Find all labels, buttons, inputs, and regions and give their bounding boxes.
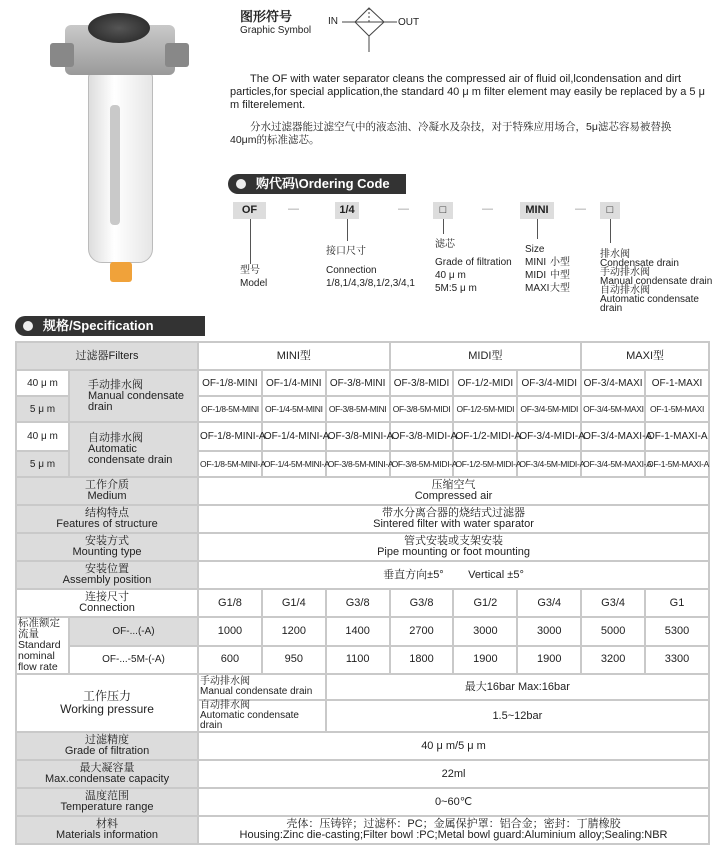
flow-cn: 标准额定流量 [18, 617, 60, 640]
condensate-label [16, 760, 198, 788]
pressure-label [16, 674, 198, 732]
filter-symbol-icon [340, 4, 398, 54]
materials-value-cn: 壳体：压铸锌；过滤杯：PC；金属保护罩：铝合金；密封：丁腈橡胶 [286, 818, 621, 830]
drain-manual-cn: 手动排水阀 [600, 267, 650, 278]
drain-manual-en: Manual condensate drain [600, 276, 713, 287]
mounting-label [16, 533, 198, 561]
model-cell: OF-1/4-MINI [262, 370, 326, 396]
size-row [525, 256, 570, 269]
code-model: OF [233, 202, 266, 219]
pressure-auto-cn: 自动排水阀 [200, 700, 251, 711]
filter-bowl [88, 73, 153, 263]
table-row [16, 788, 709, 816]
model-label-cn: 型号 [240, 265, 260, 276]
medium-value-en: Compressed air [414, 490, 493, 502]
connection-value: G3/4 [517, 589, 581, 617]
model-cell: OF-3/8-MIDI [390, 370, 454, 396]
connection-value: G1/4 [262, 589, 326, 617]
flow-value: 1800 [390, 646, 454, 675]
materials-value-en: Housing:Zinc die-casting;Filter bowl :PC;Metal bowl guard:Aluminium alloy;Sealing:NBR [239, 829, 668, 841]
filtration-label-en: Grade of filtration [435, 257, 512, 268]
filter-cap [88, 13, 150, 43]
medium-value-cn: 压缩空气 [431, 479, 476, 491]
table-row [16, 505, 709, 533]
model-cell: OF-1/8-5M-MINI-A [198, 451, 262, 477]
manual-drain-label [69, 370, 198, 422]
code-connection: 1/4 [335, 202, 359, 219]
model-cell: OF-1-5M-MAXI-A [645, 451, 709, 477]
pressure-manual-cn: 手动排水阀 [200, 676, 251, 687]
model-cell: OF-3/8-MINI [326, 370, 390, 396]
model-cell: OF-3/8-5M-MINI [326, 396, 390, 422]
filtration-label [16, 732, 198, 760]
mounting-en: Mounting type [72, 546, 142, 558]
connection-en: Connection [79, 602, 135, 614]
assembly-cn: 安装位置 [85, 563, 129, 575]
grade-40: 40 μ m [16, 422, 69, 451]
size-cn: 小型 [550, 257, 570, 268]
connection-value: G1 [645, 589, 709, 617]
flow-value: 5000 [581, 617, 645, 646]
model-cell: OF-3/4-5M-MAXI-A [581, 451, 645, 477]
condensate-value: 22ml [198, 760, 709, 788]
filtration-cn: 过滤精度 [85, 734, 129, 746]
grade-5: 5 μ m [16, 451, 69, 477]
model-cell: OF-3/4-5M-MAXI [581, 396, 645, 422]
model-cell: OF-3/4-MIDI [517, 370, 581, 396]
description-en: The OF with water separator cleans the compressed air of fluid oil,lcondensation and dirt particles,for special application,the standard 40 μ m filter element may easily be replaced by a 5 μ m filterelement. [230, 73, 705, 111]
model-label-en: Model [240, 278, 268, 289]
flow-value: 5300 [645, 617, 709, 646]
connection-value: G1/2 [453, 589, 517, 617]
size-row [525, 269, 570, 282]
table-row [16, 477, 709, 505]
connection-label [326, 245, 415, 290]
table-row [16, 816, 709, 844]
flow-row-label: OF-...-5M-(-A) [69, 646, 198, 675]
leader-line [250, 219, 251, 264]
product-image [10, 5, 210, 290]
drain-label [600, 250, 720, 313]
model-cell: OF-3/8-5M-MIDI [390, 396, 454, 422]
flow-value: 1100 [326, 646, 390, 675]
medium-value [198, 477, 709, 505]
drain-cn: 排水阀 [600, 249, 630, 260]
leader-line [347, 219, 348, 241]
separator: — [288, 203, 299, 215]
table-row [16, 370, 709, 396]
drain-auto-en: Automatic condensate drain [600, 294, 699, 314]
connection-value: G3/8 [326, 589, 390, 617]
description-cn: 分水过滤器能过滤空气中的液态油、冷凝水及杂技，对于特殊应用场合，5μ滤芯容易被替换40μm的标准滤芯。 [230, 121, 672, 146]
connection-label [16, 589, 198, 617]
size-label-en: Size [525, 244, 545, 255]
model-cell: OF-3/4-MAXI-A [581, 422, 645, 451]
materials-en: Materials information [55, 829, 159, 841]
leader-line [443, 219, 444, 234]
materials-cn: 材料 [96, 818, 118, 830]
pressure-auto-value: 1.5~12bar [326, 700, 709, 732]
drain-valve [110, 262, 132, 282]
connection-values: 1/8,1/4,3/8,1/2,3/4,1 [326, 278, 415, 289]
leader-line [610, 219, 611, 243]
model-cell: OF-1-5M-MAXI [645, 396, 709, 422]
connection-label-en: Connection [326, 265, 377, 276]
table-row [16, 561, 709, 589]
flow-value: 1900 [517, 646, 581, 675]
model-label [240, 264, 267, 290]
filtration-en: Grade of filtration [64, 745, 150, 757]
structure-value [198, 505, 709, 533]
materials-label [16, 816, 198, 844]
filtration-label-cn: 滤芯 [435, 239, 455, 250]
manual-cn: 手动排水阀 [88, 378, 143, 391]
connection-value: G3/8 [390, 589, 454, 617]
connection-label-cn: 接口尺寸 [326, 246, 366, 257]
specification-table [15, 341, 710, 845]
flow-value: 3000 [453, 617, 517, 646]
flow-value: 1400 [326, 617, 390, 646]
medium-label [16, 477, 198, 505]
model-cell: OF-3/4-5M-MIDI-A [517, 451, 581, 477]
grade-40: 40 μ m [16, 370, 69, 396]
ordering-code-header: 购代码\Ordering Code [228, 174, 406, 194]
flow-value: 3200 [581, 646, 645, 675]
sight-glass [110, 105, 120, 225]
table-row [16, 674, 709, 700]
maxi-header: MAXI型 [581, 342, 709, 370]
flow-value: 2700 [390, 617, 454, 646]
table-row [16, 422, 709, 451]
materials-value [198, 816, 709, 844]
structure-cn: 结构特点 [85, 507, 129, 519]
drain-auto-cn: 自动排水阀 [600, 285, 650, 296]
flow-en: Standard nominal flow rate [18, 639, 61, 673]
separator: — [398, 203, 409, 215]
model-cell: OF-1/4-5M-MINI [262, 396, 326, 422]
outlet-port [165, 43, 189, 67]
flow-value: 3300 [645, 646, 709, 675]
temperature-label [16, 788, 198, 816]
inlet-port [50, 43, 74, 67]
model-cell: OF-3/4-5M-MIDI [517, 396, 581, 422]
flow-value: 950 [262, 646, 326, 675]
pressure-manual-en: Manual condensate drain [200, 686, 313, 697]
model-cell: OF-3/8-MINI-A [326, 422, 390, 451]
model-cell: OF-3/4-MAXI [581, 370, 645, 396]
auto-cn: 自动排水阀 [88, 432, 143, 444]
size-label [525, 243, 570, 295]
size-code: MINI [525, 257, 547, 268]
mounting-cn: 安装方式 [85, 535, 129, 547]
pressure-manual-label [198, 674, 326, 700]
structure-en: Features of structure [56, 518, 158, 530]
filtration-label [435, 238, 512, 295]
flow-value: 3000 [517, 617, 581, 646]
medium-en: Medium [87, 490, 127, 502]
model-cell: OF-1/2-5M-MIDI [453, 396, 517, 422]
separator: — [575, 203, 586, 215]
temperature-en: Temperature range [60, 801, 154, 813]
flow-value: 1000 [198, 617, 262, 646]
model-cell: OF-1-MAXI [645, 370, 709, 396]
size-cn: 大型 [550, 283, 570, 294]
flow-row-label: OF-...(-A) [69, 617, 198, 646]
leader-line [537, 219, 538, 239]
flow-value: 1900 [453, 646, 517, 675]
pressure-auto-en: Automatic condensate drain [200, 710, 299, 731]
table-row [16, 732, 709, 760]
midi-header: MIDI型 [390, 342, 582, 370]
table-row [16, 617, 709, 646]
connection-value: G3/4 [581, 589, 645, 617]
symbol-out-label: OUT [398, 17, 420, 28]
specification-header: 规格/Specification [15, 316, 205, 336]
model-cell: OF-1/2-5M-MIDI-A [453, 451, 517, 477]
size-code: MAXI [525, 283, 550, 294]
model-cell: OF-1/4-MINI-A [262, 422, 326, 451]
mounting-value-en: Pipe mounting or foot mounting [377, 546, 530, 558]
manual-en: Manual condensate drain [88, 389, 185, 413]
filters-header: 过滤器Filters [16, 342, 198, 370]
flow-value: 1200 [262, 617, 326, 646]
temperature-cn: 温度范围 [85, 790, 129, 802]
size-code: MIDI [525, 270, 547, 281]
condensate-cn: 最大凝容量 [79, 762, 135, 774]
pressure-en: Working pressure [60, 702, 154, 716]
pressure-cn: 工作压力 [83, 689, 132, 703]
structure-label [16, 505, 198, 533]
model-cell: OF-1/2-MIDI [453, 370, 517, 396]
flow-label [16, 617, 69, 674]
condensate-en: Max.condensate capacity [44, 773, 170, 785]
model-cell: OF-1/2-MIDI-A [453, 422, 517, 451]
pressure-manual-value: 最大16bar Max:16bar [326, 674, 709, 700]
model-cell: OF-3/4-MIDI-A [517, 422, 581, 451]
code-filtration: □ [433, 202, 453, 219]
symbol-title-en: Graphic Symbol [240, 25, 312, 36]
model-cell: OF-1/8-5M-MINI [198, 396, 262, 422]
code-drain: □ [600, 202, 620, 219]
table-row [16, 646, 709, 675]
filtration-value: 40 μ m/5 μ m [198, 732, 709, 760]
auto-en: Automatic condensate drain [88, 443, 173, 466]
pressure-auto-label [198, 700, 326, 732]
assembly-label [16, 561, 198, 589]
model-cell: OF-1/8-MINI-A [198, 422, 262, 451]
symbol-in-label: IN [328, 16, 338, 27]
auto-drain-label [69, 422, 198, 477]
filtration-5: 5M:5 μ m [435, 283, 477, 294]
code-size: MINI [520, 202, 554, 219]
size-cn: 中型 [550, 270, 570, 281]
model-cell: OF-3/8-5M-MIDI-A [390, 451, 454, 477]
mounting-value-cn: 管式安装或支架安装 [404, 535, 503, 547]
separator: — [482, 203, 493, 215]
drain-en: Condensate drain [600, 258, 679, 269]
flow-value: 600 [198, 646, 262, 675]
structure-value-cn: 带水分离合器的烧结式过滤器 [382, 507, 525, 519]
structure-value-en: Sintered filter with water sparator [373, 518, 534, 530]
grade-5: 5 μ m [16, 396, 69, 422]
table-row [16, 589, 709, 617]
symbol-title-cn: 图形符号 [240, 9, 293, 24]
table-header-row [16, 342, 709, 370]
size-row [525, 282, 570, 295]
table-row [16, 533, 709, 561]
mini-header: MINI型 [198, 342, 390, 370]
model-cell: OF-1/4-5M-MINI-A [262, 451, 326, 477]
model-cell: OF-3/8-5M-MINI-A [326, 451, 390, 477]
assembly-en: Assembly position [62, 574, 152, 586]
table-row [16, 760, 709, 788]
connection-value: G1/8 [198, 589, 262, 617]
model-cell: OF-1/8-MINI [198, 370, 262, 396]
temperature-value: 0~60℃ [198, 788, 709, 816]
connection-cn: 连接尺寸 [85, 591, 129, 603]
model-cell: OF-3/8-MIDI-A [390, 422, 454, 451]
model-cell: OF-1-MAXI-A [645, 422, 709, 451]
mounting-value [198, 533, 709, 561]
assembly-value: 垂直方向±5° Vertical ±5° [198, 561, 709, 589]
filtration-40: 40 μ m [435, 270, 466, 281]
medium-cn: 工作介质 [85, 479, 129, 491]
